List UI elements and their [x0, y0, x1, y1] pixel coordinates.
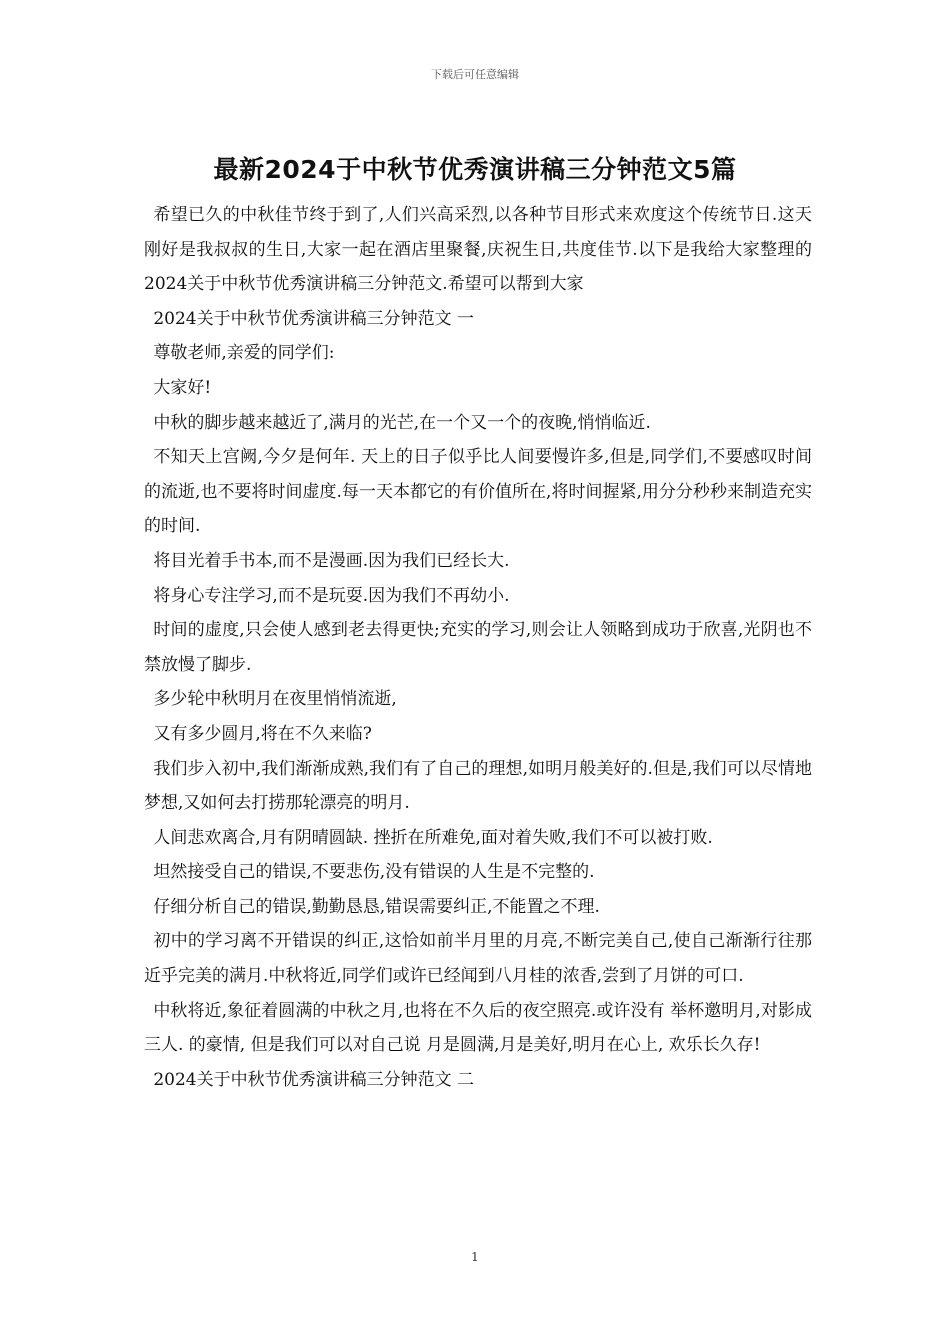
intro-paragraph: 希望已久的中秋佳节终于到了,人们兴高采烈,以各种节目形式来欢度这个传统节日.这天刚好是我叔叔的生日,大家一起在酒店里聚餐,庆祝生日,共度佳节.以下是我给大家整理的2024关于中秋节优秀演讲稿三分钟范文.希望可以帮到大家 — [144, 205, 812, 295]
document-title: 最新2024于中秋节优秀演讲稿三分钟范文5篇 — [213, 155, 737, 184]
section-heading-1: 2024关于中秋节优秀演讲稿三分钟范文 一 — [153, 308, 475, 329]
page-number: 1 — [471, 1250, 479, 1264]
body-paragraph: 时间的虚度,只会使人感到老去得更快;充实的学习,则会让人领略到成功于欣喜,光阴也不禁放慢了脚步. — [144, 620, 812, 675]
greeting: 大家好! — [153, 377, 212, 398]
body-paragraph: 中秋将近,象征着圆满的中秋之月,也将在不久后的夜空照亮.或许没有 举杯邀明月,对影成三人. 的豪情, 但是我们可以对自己说 月是圆满,月是美好,明月在心上, 欢乐长久存! — [144, 1000, 812, 1056]
body-paragraph: 将目光着手书本,而不是漫画.因为我们已经长大. — [153, 550, 510, 571]
body-paragraph: 人间悲欢离合,月有阴晴圆缺. 挫折在所难免,面对着失败,我们不可以被打败. — [153, 827, 713, 848]
body-paragraph: 初中的学习离不开错误的纠正,这恰如前半月里的月亮,不断完美自己,使自己渐渐行往那近乎完美的满月.中秋将近,同学们或许已经闻到八月桂的浓香,尝到了月饼的可口. — [144, 931, 812, 987]
document-body — [144, 198, 812, 1097]
body-paragraph: 不知天上宫阙,今夕是何年. 天上的日子似乎比人间要慢许多,但是,同学们,不要感叹时间的流逝,也不要将时间虚度.每一天本都它的有价值所在,将时间握紧,用分分秒秒来制造充实的时间. — [144, 447, 812, 537]
body-paragraph: 仔细分析自己的错误,勤勤恳恳,错误需要纠正,不能置之不理. — [153, 896, 600, 917]
body-paragraph: 我们步入初中,我们渐渐成熟,我们有了自己的理想,如明月般美好的.但是,我们可以尽情地梦想,又如何去打捞那轮漂亮的明月. — [144, 758, 812, 814]
section-heading-2: 2024关于中秋节优秀演讲稿三分钟范文 二 — [153, 1069, 475, 1090]
body-paragraph: 坦然接受自己的错误,不要悲伤,没有错误的人生是不完整的. — [153, 862, 595, 883]
body-paragraph: 将身心专注学习,而不是玩耍.因为我们不再幼小. — [153, 585, 510, 606]
body-paragraph: 多少轮中秋明月在夜里悄悄流逝, — [153, 689, 397, 710]
body-paragraph: 中秋的脚步越来越近了,满月的光芒,在一个又一个的夜晚,悄悄临近. — [153, 412, 651, 433]
salutation: 尊敬老师,亲爱的同学们: — [153, 343, 335, 364]
body-paragraph: 又有多少圆月,将在不久来临? — [153, 723, 372, 744]
header-note: 下载后可任意编辑 — [431, 68, 519, 81]
